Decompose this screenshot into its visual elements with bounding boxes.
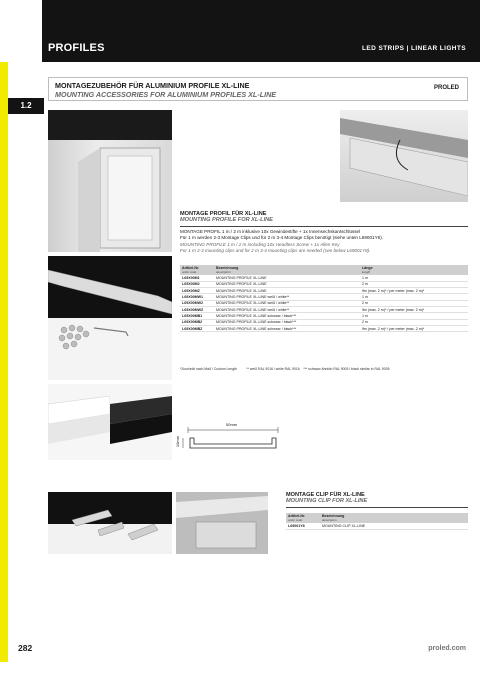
profile-desc-de-1: MONTAGE PROFIL 1 m / 2 m inklusive 10x Gewindestifte + 1x Innensechskantschlüssel [180,228,361,234]
title-en: MOUNTING ACCESSORIES FOR ALUMINIUM PROFILES XL-LINE [55,90,277,99]
profile-info [180,211,468,254]
table-row: L69X00MB1 MOUNTING PROFILE XL-LINE schwarz / black*** 1 m [180,313,468,319]
col-art: Artikel-Nr. order code [180,265,214,275]
profile-end-photo [48,110,172,252]
clip-installed-photo [176,492,268,554]
dimension-drawing [175,416,288,466]
profile-desc-en-2: For 1 m 2-3 mounting clips and for 2 m 3-4 mounting clips are needed (see below L69001Y8). [180,248,371,254]
footnotes [180,367,389,371]
ceiling-install-photo [340,110,468,202]
section-title: PROFILES [48,42,105,54]
profile-heading-en: MOUNTING PROFILE FOR XL-LINE [180,217,273,224]
footnote-3: *** schwarz ähnlich RAL 9005 / black similar to RAL 9005 [303,367,390,371]
table-row: L69X00MWZ MOUNTING PROFILE XL-LINE weiß / white** lfm (max. 2 m)* / per meter (max. 2 m)* [180,306,468,312]
table-row: L69X00MW2 MOUNTING PROFILE XL-LINE weiß / white** 2 m [180,300,468,306]
yellow-side-bar [0,62,8,662]
table-row: L69X00MW1 MOUNTING PROFILE XL-LINE weiß / white** 1 m [180,294,468,300]
dim-width-label: 50mm [226,422,238,427]
table-header [286,513,468,523]
clip-parts-photo [48,492,172,554]
black-profile-photo [110,384,172,460]
table-header [180,265,468,275]
dim-height-label: 10mm [175,435,181,448]
clip-heading-de: MONTAGE CLIP FÜR XL-LINE [286,492,365,498]
profile-heading-de: MONTAGE PROFIL FÜR XL-LINE [180,211,267,217]
col-desc: Bezeichnung description [214,265,360,275]
col-art: Artikel-Nr. order code [286,513,320,523]
table-row: L69X00MBZ MOUNTING PROFILE XL-LINE schwarz / black*** lfm (max. 2 m)* / per meter (max. 2 m)* [180,325,468,331]
profile-spec-table [180,265,468,332]
divider [286,507,468,508]
website-link[interactable]: proled.com [428,645,466,652]
col-len: Länge length [360,265,468,275]
white-profile-photo [48,384,110,460]
brand-logo: PROLED [433,85,459,91]
footnote-1: *Zuschnitt nach Maß / Custom Length [180,367,237,371]
page-number: 282 [18,643,33,653]
profile-desc-de-2: Für 1 m werden 2-3 Montage Clips und für 2 m 3-4 Montage Clips benötigt (siehe unten L69001Y8). [180,235,384,241]
clip-heading-en: MOUNTING CLIP FOR XL-LINE [286,498,368,505]
table-row: L69X00MZ MOUNTING PROFILE XL-LINE lfm (max. 2 m)* / per meter (max. 2 m)* [180,288,468,294]
divider [180,226,468,227]
clip-info [286,492,468,510]
clip-spec-table [286,513,468,530]
title-de: MONTAGEZUBEHÖR FÜR ALUMINIUM PROFILE XL-LINE [55,81,250,90]
table-row: L69X00M1 MOUNTING PROFILE XL-LINE 1 m [180,275,468,281]
table-row: L69X00MB2 MOUNTING PROFILE XL-LINE schwarz / black*** 2 m [180,319,468,325]
col-desc: Bezeichnung description [320,513,468,523]
mounting-profile-photo [48,256,172,380]
top-band-notch [0,0,42,62]
footnote-2: ** weiß RAL 9016 / white RAL 9016 [246,367,300,371]
section-category: LED STRIPS | LINEAR LIGHTS [362,45,466,52]
chapter-badge: 1.2 [8,98,44,114]
table-row: L69X00M2 MOUNTING PROFILE XL-LINE 2 m [180,281,468,287]
title-box [48,77,468,101]
table-row: L69001Y8 MOUNTING CLIP XL-LINE [286,523,468,529]
profile-desc-en-1: MOUNTING PROFILE 1 m / 2 m including 10x Headless Screw + 1x Allen Key [180,241,340,247]
